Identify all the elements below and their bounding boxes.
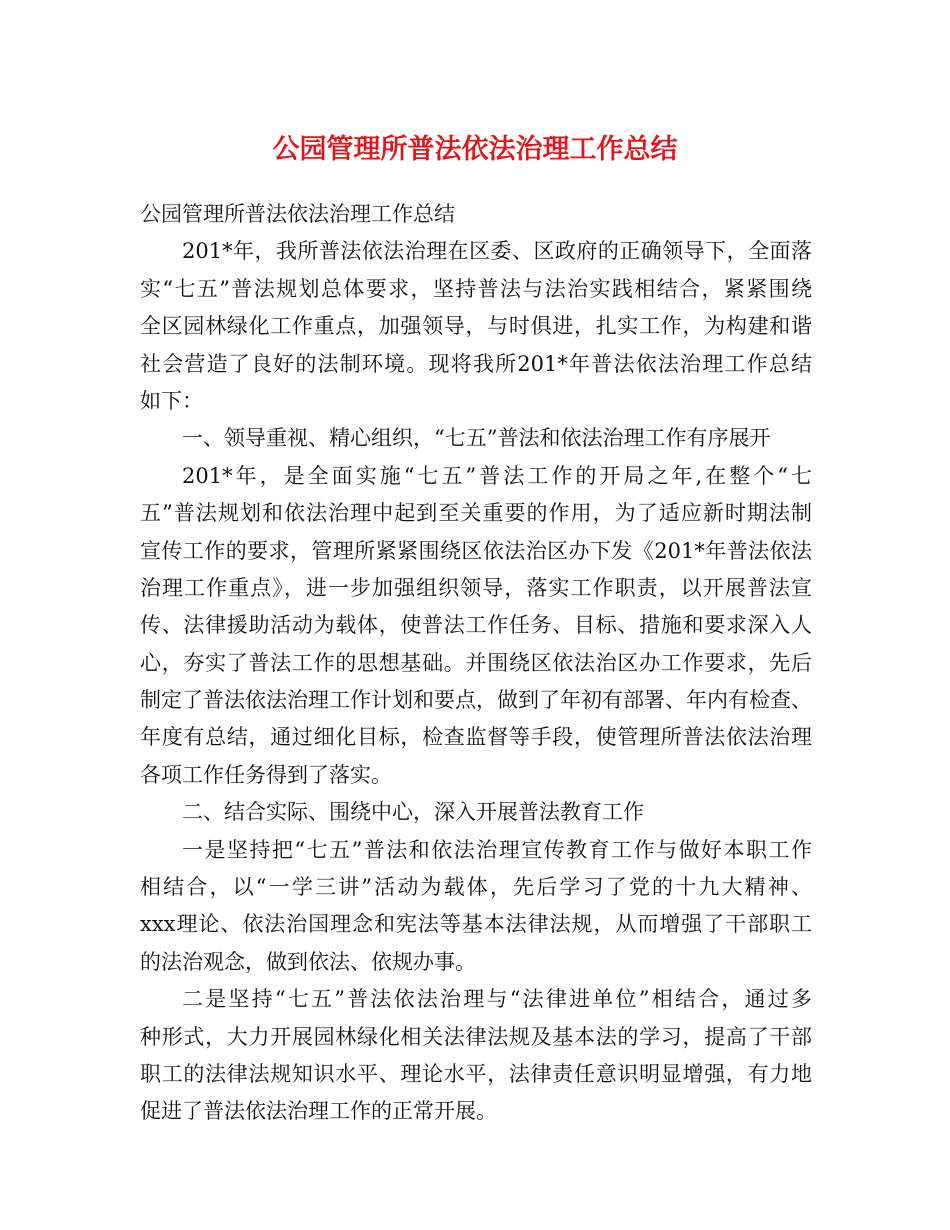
body-line: 一是坚持把“七五”普法和依法治理宣传教育工作与做好本职工作 xyxy=(182,837,812,862)
body-line: 201*年，是全面实施“七五”普法工作的开局之年,在整个“七 xyxy=(182,463,812,488)
section-heading-1: 一、领导重视、精心组织，“七五”普法和依法治理工作有序展开 xyxy=(182,426,771,451)
body-line: 传、法律援助活动为载体，使普法工作任务、目标、措施和要求深入人 xyxy=(140,613,812,638)
body-line: 社会营造了良好的法制环境。现将我所201*年普法依法治理工作总结 xyxy=(140,351,812,376)
body-line: 各项工作任务得到了落实。 xyxy=(140,762,392,787)
body-line: 制定了普法依法治理工作计划和要点，做到了年初有部署、年内有检查、 xyxy=(140,688,812,713)
section-heading-2: 二、结合实际、围绕中心，深入开展普法教育工作 xyxy=(182,800,644,825)
body-line: 心，夯实了普法工作的思想基础。并围绕区依法治区办工作要求，先后 xyxy=(140,650,812,675)
body-line: 201*年，我所普法依法治理在区委、区政府的正确领导下，全面落 xyxy=(182,239,812,264)
body-subtitle-line: 公园管理所普法依法治理工作总结 xyxy=(140,202,455,226)
body-line: 促进了普法依法治理工作的正常开展。 xyxy=(140,1099,497,1124)
body-line: 如下： xyxy=(140,388,203,413)
body-line: 的法治观念，做到依法、依规办事。 xyxy=(140,949,476,974)
body-line: 实“七五”普法规划总体要求，坚持普法与法治实践相结合，紧紧围绕 xyxy=(140,276,812,301)
body-line: 职工的法律法规知识水平、理论水平，法律责任意识明显增强，有力地 xyxy=(140,1061,812,1086)
body-line: 年度有总结，通过细化目标，检查监督等手段，使管理所普法依法治理 xyxy=(140,725,812,750)
body-line: 五”普法规划和依法治理中起到至关重要的作用，为了适应新时期法制 xyxy=(140,501,812,526)
document-title: 公园管理所普法依法治理工作总结 xyxy=(272,134,678,165)
body-line: 宣传工作的要求，管理所紧紧围绕区依法治区办下发《201*年普法依法 xyxy=(140,538,812,563)
document-body xyxy=(140,196,812,1131)
body-line: 二是坚持“七五”普法依法治理与“法律进单位”相结合，通过多 xyxy=(182,987,812,1012)
body-line: 治理工作重点》，进一步加强组织领导，落实工作职责，以开展普法宣 xyxy=(140,575,812,600)
body-line: 种形式，大力开展园林绿化相关法律法规及基本法的学习，提高了干部 xyxy=(140,1024,812,1049)
body-line: xxx理论、依法治国理念和宪法等基本法律法规，从而增强了干部职工 xyxy=(140,912,812,937)
body-line: 全区园林绿化工作重点，加强领导，与时俱进，扎实工作，为构建和谐 xyxy=(140,314,812,339)
body-line: 相结合，以“一学三讲”活动为载体，先后学习了党的十九大精神、 xyxy=(140,875,812,900)
